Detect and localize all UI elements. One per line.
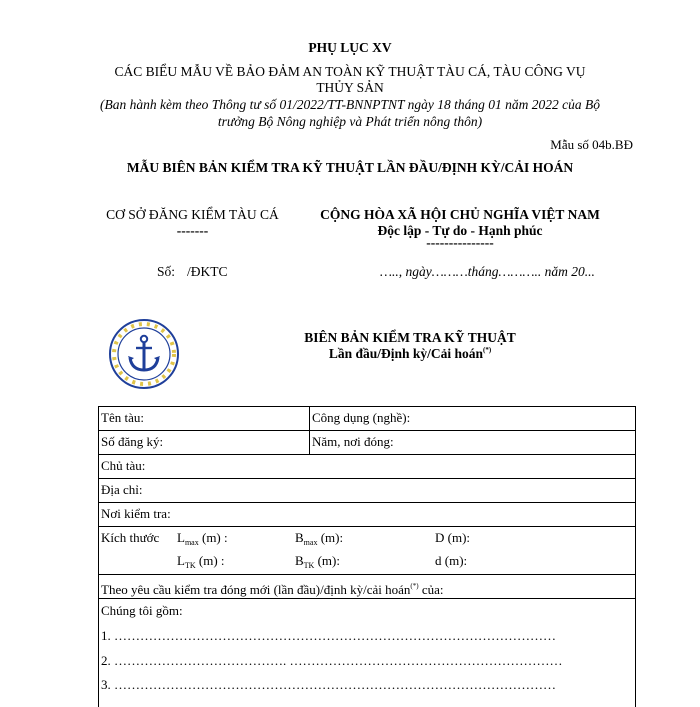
ltk-symbol: L: [177, 553, 185, 568]
draft-field: d (m):: [435, 553, 468, 568]
minutes-subtitle-mark: (*): [483, 346, 492, 354]
members-block: [99, 599, 635, 707]
reg-number-label: Số đăng ký:: [101, 434, 164, 449]
republic-name: CỘNG HÒA XÃ HỘI CHỦ NGHĨA VIỆT NAM: [320, 207, 600, 222]
anchor-icon: [108, 318, 180, 390]
form-number: Mẫu số 04b.BĐ: [550, 137, 633, 152]
bmax-symbol: B: [295, 530, 304, 545]
ltk-unit: (m) :: [198, 553, 225, 568]
address-label: Địa chỉ:: [101, 482, 143, 497]
bmax-unit: (m):: [320, 530, 344, 545]
date-line: ….., ngày………tháng……….. năm 20...: [380, 264, 595, 279]
dimensions-row: [99, 527, 635, 575]
document-number: [157, 264, 228, 280]
member-line-2: 2. …………………………………. ………………………………………………………: [101, 653, 563, 668]
request-line: [99, 575, 635, 598]
ltk-subscript: TK: [184, 561, 196, 570]
forms-title: CÁC BIỂU MẪU VỀ BẢO ĐẢM AN TOÀN KỸ THUẬT TÀU CÁ, TÀU CÔNG VỤ THỦY SẢN: [114, 64, 586, 95]
usage-label: Công dụng (nghề):: [309, 407, 635, 430]
form-heading: MẪU BIÊN BẢN KIỂM TRA KỸ THUẬT LẦN ĐẦU/ĐỊNH KỲ/CẢI HOÁN: [126, 160, 574, 175]
inspection-form-table: [98, 406, 636, 707]
lmax-symbol: L: [177, 530, 185, 545]
lmax-unit: (m) :: [201, 530, 228, 545]
ship-name-label: Tên tàu:: [101, 410, 144, 425]
inspection-place-label: Nơi kiểm tra:: [101, 506, 171, 521]
table-row: [99, 455, 635, 479]
minutes-subtitle-text: Lần đầu/Định kỳ/Cải hoán: [328, 346, 484, 361]
lmax-subscript: max: [184, 538, 199, 547]
btk-subscript: TK: [303, 561, 315, 570]
btk-field: [293, 550, 413, 573]
agency-name: CƠ SỞ ĐĂNG KIỂM TÀU CÁ: [106, 207, 279, 222]
dimensions-label: Kích thước: [101, 530, 160, 545]
appendix-title: PHỤ LỤC XV: [308, 40, 392, 55]
bmax-subscript: max: [303, 538, 318, 547]
issued-note: (Ban hành kèm theo Thông tư số 01/2022/TT-BNNPTNT ngày 18 tháng 01 năm 2022 của Bộ trưởng Bộ Nông nghiệp và Phát triển nông thôn): [100, 97, 600, 129]
table-row: [99, 407, 635, 431]
btk-symbol: B: [295, 553, 304, 568]
national-motto: Độc lập - Tự do - Hạnh phúc: [377, 223, 543, 238]
request-text: Theo yêu cầu kiểm tra đóng mới (lần đầu)/định kỳ/cải hoán: [101, 582, 411, 597]
request-suffix: của:: [418, 582, 444, 597]
member-line-1: 1. …………………………………………………………………………………………: [101, 628, 556, 643]
ltk-field: [175, 550, 295, 573]
btk-unit: (m):: [317, 553, 340, 568]
build-year-label: Năm, nơi đóng:: [309, 431, 635, 454]
table-row: [99, 479, 635, 503]
number-suffix: /ĐKTC: [187, 264, 228, 279]
table-row: [99, 575, 635, 599]
agency-divider: -------: [176, 223, 209, 238]
minutes-subtitle: [240, 346, 580, 362]
table-row: [99, 431, 635, 455]
motto-divider: ---------------: [426, 235, 494, 250]
owner-label: Chủ tàu:: [101, 458, 146, 473]
depth-field: D (m):: [435, 530, 471, 545]
member-line-3: 3. …………………………………………………………………………………………: [101, 677, 556, 692]
minutes-title: BIÊN BẢN KIỂM TRA KỸ THUẬT: [304, 330, 516, 345]
table-row: [99, 503, 635, 527]
number-label: Số:: [157, 264, 176, 279]
we-are-label: Chúng tôi gồm:: [101, 603, 183, 618]
request-mark: (*): [410, 582, 419, 590]
agency-logo: [108, 318, 180, 390]
